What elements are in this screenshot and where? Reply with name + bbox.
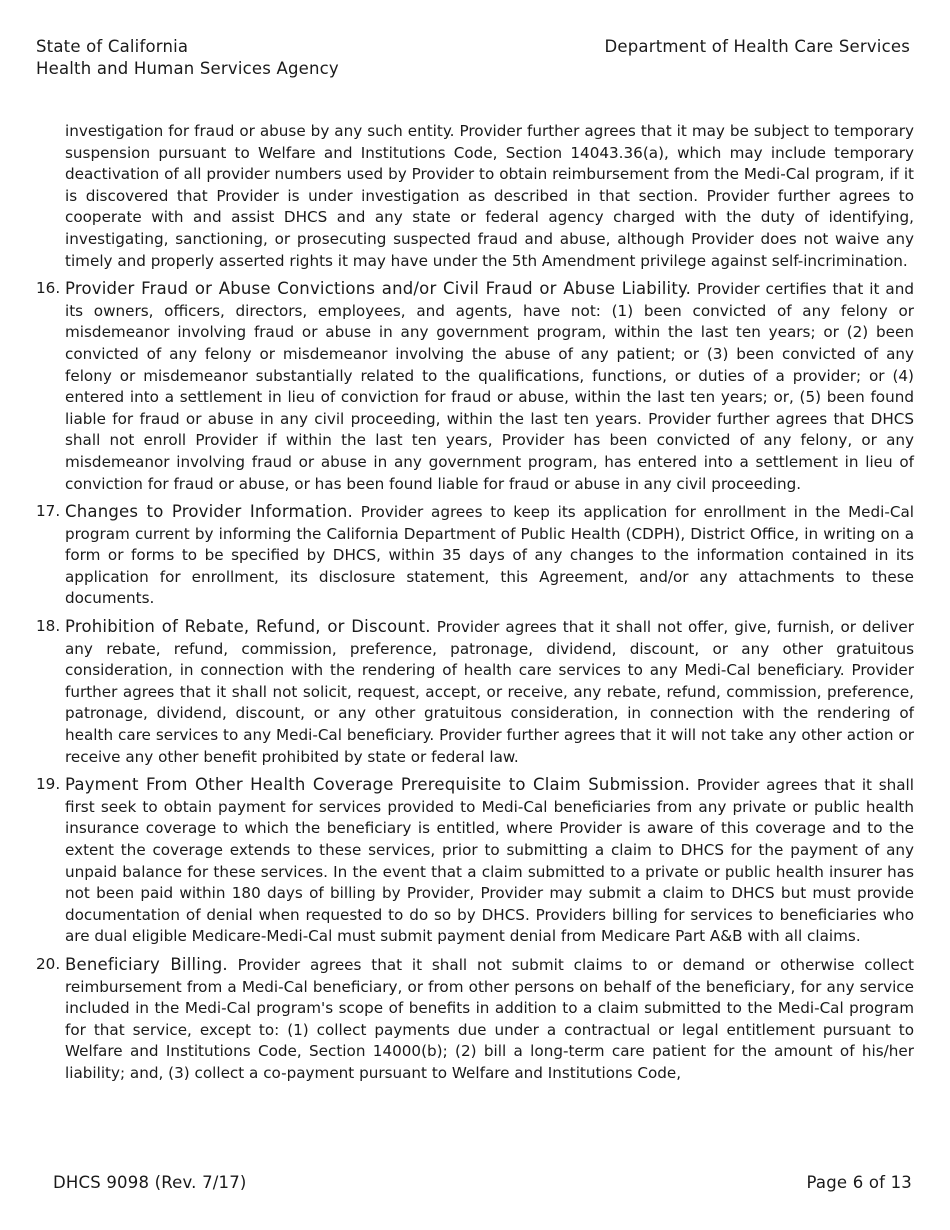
header-agency-name: Health and Human Services Agency bbox=[36, 59, 339, 78]
item-body: Provider agrees that it shall first seek to obtain payment for services provided to Medi-Cal beneficiaries from any private or public health insurance coverage to which the beneficiary is entitled, where Provider is aware of this coverage and to the extent the coverage extends to these services, prior to submitting a claim to DHCS for the payment of any unpaid balance for these services. In the event that a claim submitted to a private or public health insurer has not been paid within 180 days of billing by Provider, Provider may submit a claim to DHCS but must provide documentation of denial when requested to do so by DHCS. Providers billing for services to beneficiaries who are dual eligible Medicare-Medi-Cal must submit payment denial from Medicare Part A&B with all claims. bbox=[65, 776, 915, 946]
header-state: State of California bbox=[36, 37, 189, 56]
list-item-18 bbox=[36, 616, 914, 768]
header-department: Department of Health Care Services bbox=[604, 37, 910, 56]
header-agency bbox=[36, 36, 339, 80]
item-number: 16. bbox=[36, 279, 61, 298]
page-footer bbox=[53, 1172, 912, 1194]
list-item-16 bbox=[36, 278, 914, 495]
form-identifier: DHCS 9098 (Rev. 7/17) bbox=[53, 1173, 247, 1192]
list-item-19 bbox=[36, 774, 914, 948]
item-body: Provider agrees to keep its application for enrollment in the Medi-Cal program current by informing the California Department of Public Health (CDPH), District Office, in writing on a form or forms to be specified by DHCS, within 35 days of any changes to the information contained in its application for enrollment, its disclosure statement, this Agreement, and/or any attachments to these documents. bbox=[65, 503, 914, 608]
page-number: Page 6 of 13 bbox=[806, 1173, 912, 1192]
item-title: Payment From Other Health Coverage Prerequisite to Claim Submission. bbox=[65, 775, 691, 795]
item-number: 18. bbox=[36, 617, 61, 636]
list-item-20 bbox=[36, 954, 914, 1085]
item-body: Provider certifies that it and its owners, officers, directors, employees, and agents, have not: (1) been convicted of any felony or misdemeanor involving fraud or abuse in any government program, within the last ten years; or (2) been convicted of any felony or misdemeanor involving the abuse of any patient; or (3) been convicted of any felony or misdemeanor substantially related to the qualifications, functions, or duties of a provider; or (4) entered into a settlement in lieu of conviction for fraud or abuse, within the last ten years; or, (5) been found liable for fraud or abuse in any civil proceeding, within the last ten years. Provider further agrees that DHCS shall not enroll Provider if within the last ten years, Provider has been convicted of any felony, or any misdemeanor involving fraud or abuse in any government program, has entered into a settlement in lieu of conviction for fraud or abuse, or has been found liable for fraud or abuse in any civil proceeding. bbox=[65, 280, 914, 493]
item-title: Provider Fraud or Abuse Convictions and/or Civil Fraud or Abuse Liability. bbox=[65, 279, 692, 299]
continued-paragraph: investigation for fraud or abuse by any such entity. Provider further agrees that it may be subject to temporary suspension pursuant to Welfare and Institutions Code, Section 14043.36(a), which may include temporary deactivation of all provider numbers used by Provider to obtain reimbursement from the Medi-Cal program, if it is discovered that Provider is under investigation as described in that section. Provider further agrees to cooperate with and assist DHCS and any state or federal agency charged with the duty of identifying, investigating, sanctioning, or prosecuting suspected fraud and abuse, although Provider does not waive any timely and properly asserted rights it may have under the 5th Amendment privilege against self-incrimination. bbox=[65, 122, 914, 270]
item-number: 19. bbox=[36, 775, 61, 794]
item-body: Provider agrees that it shall not submit claims to or demand or otherwise collect reimbursement from a Medi-Cal beneficiary, or from other persons on behalf of the beneficiary, for any service included in the Medi-Cal program's scope of benefits in addition to a claim submitted to the Medi-Cal program for that service, except to: (1) collect payments due under a contractual or legal entitlement pursuant to Welfare and Institutions Code, Section 14000(b); (2) bill a long-term care patient for the amount of his/her liability; and, (3) collect a co-payment pursuant to Welfare and Institutions Code, bbox=[65, 955, 914, 1082]
item-title: Prohibition of Rebate, Refund, or Discount. bbox=[65, 617, 431, 637]
item-body: Provider agrees that it shall not offer, give, furnish, or deliver any rebate, refund, commission, preference, patronage, dividend, discount, or any other gratuitous consideration, in connection with the rendering of health care services to any Medi-Cal beneficiary. Provider further agrees that it shall not solicit, request, accept, or receive, any rebate, refund, commission, preference, patronage, dividend, discount, or any other gratuitous consideration, in connection with the rendering of health care services to any Medi-Cal beneficiary. Provider further agrees that it will not take any other action or receive any other benefit prohibited by state or federal law. bbox=[65, 618, 914, 766]
page-header bbox=[36, 36, 910, 80]
item-title: Changes to Provider Information. bbox=[65, 502, 353, 522]
document-body bbox=[36, 121, 914, 1085]
item-number: 20. bbox=[36, 954, 61, 973]
item-number: 17. bbox=[36, 502, 61, 521]
item-title: Beneficiary Billing. bbox=[65, 954, 228, 974]
list-item-17 bbox=[36, 501, 914, 610]
